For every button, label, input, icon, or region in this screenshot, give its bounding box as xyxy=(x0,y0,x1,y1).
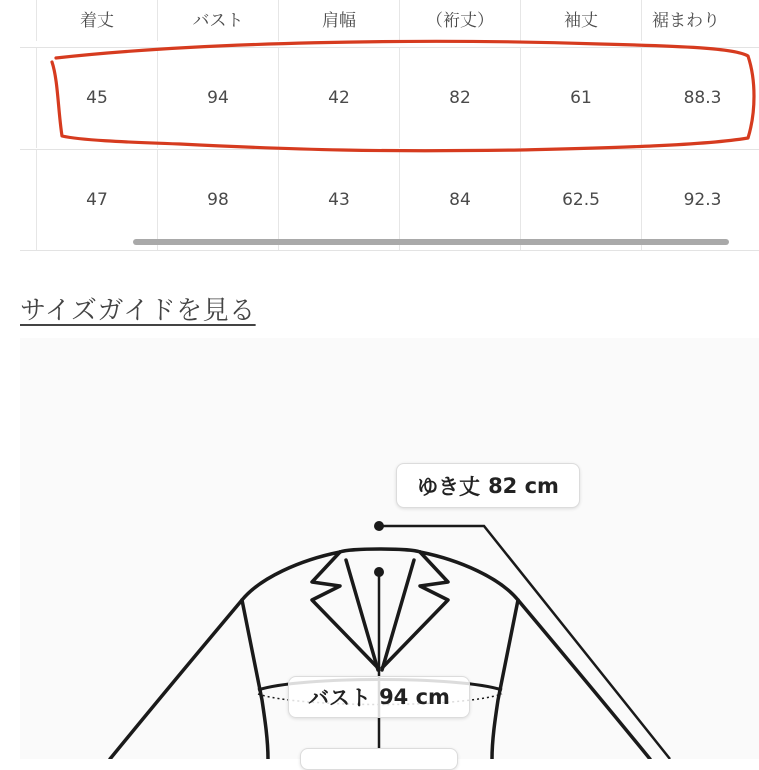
sleeve-length-label xyxy=(396,463,580,508)
header-cell: 袖丈 xyxy=(521,0,642,41)
header-cell: （裄丈） xyxy=(400,0,521,41)
header-cell: 裾まわり xyxy=(652,11,720,31)
bust-label xyxy=(288,676,470,718)
sleeve-length-value: 82 cm xyxy=(488,473,559,498)
table-cell: 62.5 xyxy=(521,150,642,250)
sleeve-length-name: ゆき丈 xyxy=(417,474,481,499)
table-cell: 61 xyxy=(521,48,642,148)
table-cell: 42 xyxy=(279,48,400,148)
header-cell: 肩幅 xyxy=(279,0,400,41)
size-guide-link[interactable]: サイズガイドを見る xyxy=(20,296,256,326)
table-cell: 45 xyxy=(37,48,158,148)
table-cell: 92.3 xyxy=(683,190,722,210)
table-cell: 88.3 xyxy=(683,88,722,108)
partially-visible-label xyxy=(300,748,458,770)
table-cell: 94 xyxy=(158,48,279,148)
header-cell: 着丈 xyxy=(37,0,158,41)
header-cell: バスト xyxy=(158,0,279,41)
table-cell: 43 xyxy=(279,150,400,250)
bust-name: バスト xyxy=(308,686,372,710)
table-cell: 82 xyxy=(400,48,521,148)
bust-value: 94 cm xyxy=(379,685,450,709)
table-cell: 47 xyxy=(37,150,158,250)
table-cell: 98 xyxy=(158,150,279,250)
table-cell: 84 xyxy=(400,150,521,250)
